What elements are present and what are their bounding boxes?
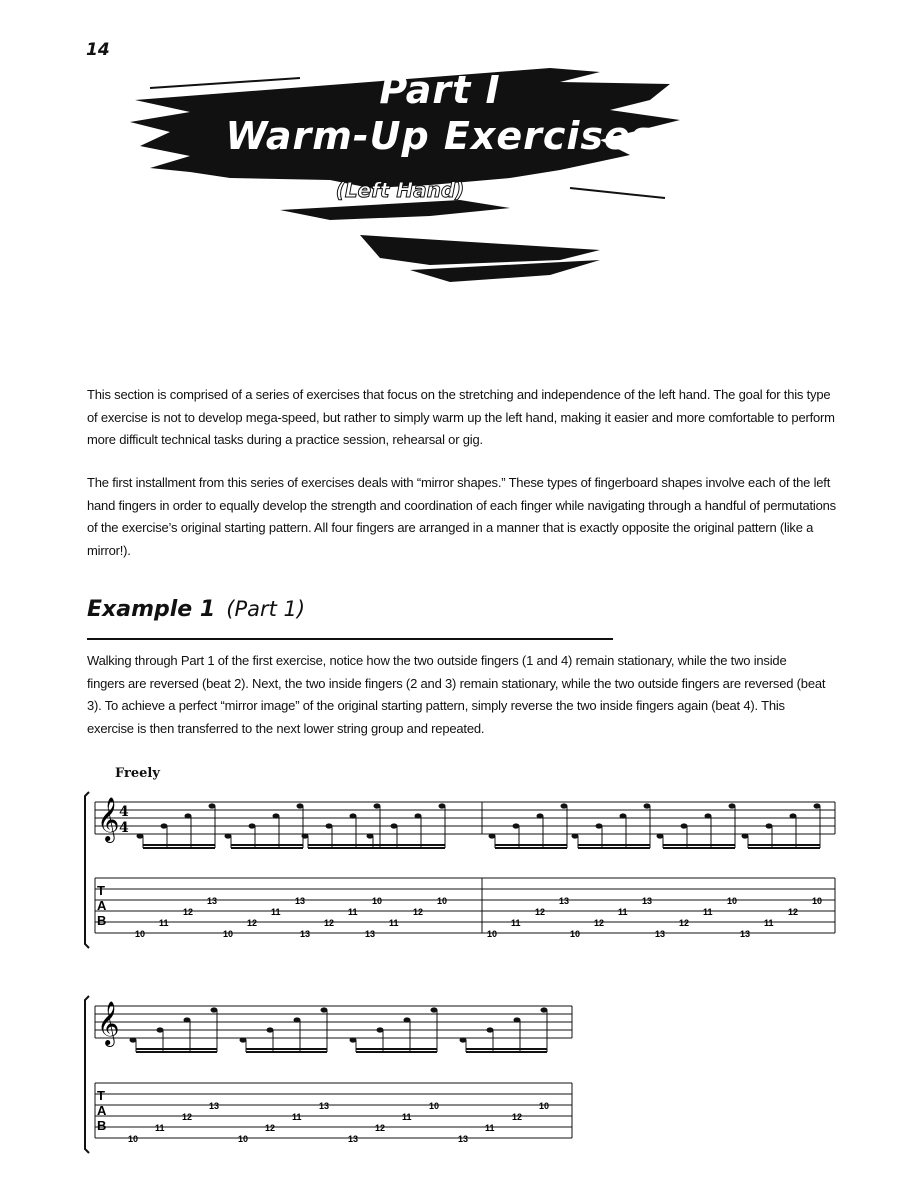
- note-head: [267, 1027, 274, 1032]
- tab-fret-number: 11: [159, 918, 169, 928]
- example-part: (Part 1): [226, 597, 306, 621]
- tab-fret-number: 13: [319, 1101, 330, 1111]
- note-head: [514, 1017, 521, 1022]
- tab-fret-number: 10: [238, 1134, 249, 1144]
- intro-paragraph-2: The first installment from this series of exercises deals with “mirror shapes.” These types of fingerboard shapes involve each of the left hand fingers in order to equally develop the strength and coordination of each finger while navigating through a handful of permutations of the exercise’s original starting pattern. All four fingers are arranged in a manner that is exactly opposite the original pattern (like a mirror!).: [87, 475, 836, 558]
- system-bracket: [85, 996, 89, 1153]
- note-head: [415, 813, 422, 818]
- tab-fret-number: 13: [209, 1101, 220, 1111]
- note-head: [705, 813, 712, 818]
- tab-clef-letter: B: [97, 913, 107, 928]
- note-head: [377, 1027, 384, 1032]
- tab-fret-number: 11: [348, 907, 358, 917]
- tab-clef-letter: T: [97, 883, 105, 898]
- note-head: [391, 823, 398, 828]
- note-head: [321, 1007, 328, 1012]
- tab-fret-number: 10: [437, 896, 448, 906]
- section-subtitle: (Left Hand): [335, 178, 465, 202]
- note-head: [460, 1037, 467, 1042]
- note-head: [657, 833, 664, 838]
- tab-fret-number: 12: [375, 1123, 386, 1133]
- tab-fret-number: 11: [402, 1112, 412, 1122]
- tab-fret-number: 10: [487, 929, 498, 939]
- tab-fret-number: 10: [812, 896, 823, 906]
- tab-fret-number: 12: [679, 918, 690, 928]
- tab-fret-number: 11: [511, 918, 521, 928]
- note-head: [487, 1027, 494, 1032]
- heading-rule: [87, 638, 613, 640]
- tab-fret-number: 11: [155, 1123, 165, 1133]
- tab-fret-number: 13: [655, 929, 666, 939]
- note-head: [620, 813, 627, 818]
- note-head: [374, 803, 381, 808]
- tab-fret-number: 13: [559, 896, 570, 906]
- note-head: [596, 823, 603, 828]
- note-head: [209, 803, 216, 808]
- note-head: [439, 803, 446, 808]
- note-head: [249, 823, 256, 828]
- tab-fret-number: 11: [485, 1123, 495, 1133]
- section-title: Warm-Up Exercises: [225, 114, 655, 158]
- note-head: [367, 833, 374, 838]
- tab-fret-number: 11: [292, 1112, 302, 1122]
- tab-fret-number: 13: [207, 896, 218, 906]
- note-head: [431, 1007, 438, 1012]
- tab-fret-number: 12: [324, 918, 335, 928]
- note-head: [185, 813, 192, 818]
- note-head: [225, 833, 232, 838]
- example-label: Example 1: [87, 597, 216, 622]
- note-head: [742, 833, 749, 838]
- note-head: [489, 833, 496, 838]
- tab-fret-number: 12: [265, 1123, 276, 1133]
- note-head: [211, 1007, 218, 1012]
- note-head: [297, 803, 304, 808]
- tab-fret-number: 13: [300, 929, 311, 939]
- example-heading: [87, 597, 305, 622]
- time-signature: 4: [119, 804, 129, 820]
- note-head: [790, 813, 797, 818]
- tab-fret-number: 11: [618, 907, 628, 917]
- note-head: [184, 1017, 191, 1022]
- note-head: [644, 803, 651, 808]
- note-head: [572, 833, 579, 838]
- note-head: [404, 1017, 411, 1022]
- note-head: [161, 823, 168, 828]
- tab-fret-number: 13: [740, 929, 751, 939]
- note-head: [294, 1017, 301, 1022]
- note-head: [541, 1007, 548, 1012]
- tab-fret-number: 13: [348, 1134, 359, 1144]
- tab-clef-letter: A: [97, 1103, 107, 1118]
- tab-fret-number: 10: [223, 929, 234, 939]
- note-head: [681, 823, 688, 828]
- tempo-marking: Freely: [115, 766, 160, 781]
- tab-fret-number: 10: [429, 1101, 440, 1111]
- tab-fret-number: 12: [182, 1112, 193, 1122]
- treble-clef: 𝄞: [97, 797, 120, 841]
- tab-fret-number: 10: [727, 896, 738, 906]
- intro-paragraph-1: This section is comprised of a series of exercises that focus on the stretching and independence of the left hand. The goal for this type of exercise is not to develop mega-speed, but rather to simply warm up the left hand, making it easier and more comfortable to perform more difficult technical tasks during a practice session, rehearsal or gig.: [87, 387, 835, 447]
- tab-clef-letter: A: [97, 898, 107, 913]
- note-head: [561, 803, 568, 808]
- tab-fret-number: 13: [295, 896, 306, 906]
- note-head: [513, 823, 520, 828]
- tab-fret-number: 10: [539, 1101, 550, 1111]
- note-head: [350, 1037, 357, 1042]
- note-head: [814, 803, 821, 808]
- tab-fret-number: 12: [594, 918, 605, 928]
- note-head: [326, 823, 333, 828]
- note-head: [729, 803, 736, 808]
- note-head: [157, 1027, 164, 1032]
- example-description: Walking through Part 1 of the first exercise, notice how the two outside fingers (1 and 4) remain stationary, while the two inside fingers are reversed (beat 2). Next, the two inside fingers (2 and 3) remain stationary, while the two outside fingers are reversed (beat 3). To achieve a perfect “mirror image” of the original starting pattern, simply reverse the two inside fingers again (beat 4). This exercise is then transferred to the next lower string group and repeated.: [87, 653, 826, 736]
- tab-fret-number: 10: [570, 929, 581, 939]
- tab-fret-number: 10: [135, 929, 146, 939]
- tab-fret-number: 12: [183, 907, 194, 917]
- tab-fret-number: 13: [458, 1134, 469, 1144]
- tab-fret-number: 10: [372, 896, 383, 906]
- tab-fret-number: 12: [413, 907, 424, 917]
- tab-fret-number: 12: [247, 918, 258, 928]
- system-bracket: [85, 792, 89, 948]
- time-signature: 4: [119, 820, 129, 836]
- tab-fret-number: 11: [764, 918, 774, 928]
- page-number: 14: [86, 40, 110, 60]
- note-head: [302, 833, 309, 838]
- tab-fret-number: 11: [703, 907, 713, 917]
- tab-fret-number: 10: [128, 1134, 139, 1144]
- tab-fret-number: 12: [535, 907, 546, 917]
- tab-fret-number: 12: [512, 1112, 523, 1122]
- note-head: [273, 813, 280, 818]
- tab-clef-letter: T: [97, 1088, 105, 1103]
- note-head: [350, 813, 357, 818]
- tab-fret-number: 11: [389, 918, 399, 928]
- tab-fret-number: 13: [365, 929, 376, 939]
- note-head: [240, 1037, 247, 1042]
- note-head: [766, 823, 773, 828]
- tab-fret-number: 11: [271, 907, 281, 917]
- note-head: [537, 813, 544, 818]
- tab-fret-number: 13: [642, 896, 653, 906]
- treble-clef: 𝄞: [97, 1001, 120, 1045]
- tab-fret-number: 12: [788, 907, 799, 917]
- part-heading: Part I: [379, 68, 501, 112]
- note-head: [130, 1037, 137, 1042]
- note-head: [137, 833, 144, 838]
- tab-clef-letter: B: [97, 1118, 107, 1133]
